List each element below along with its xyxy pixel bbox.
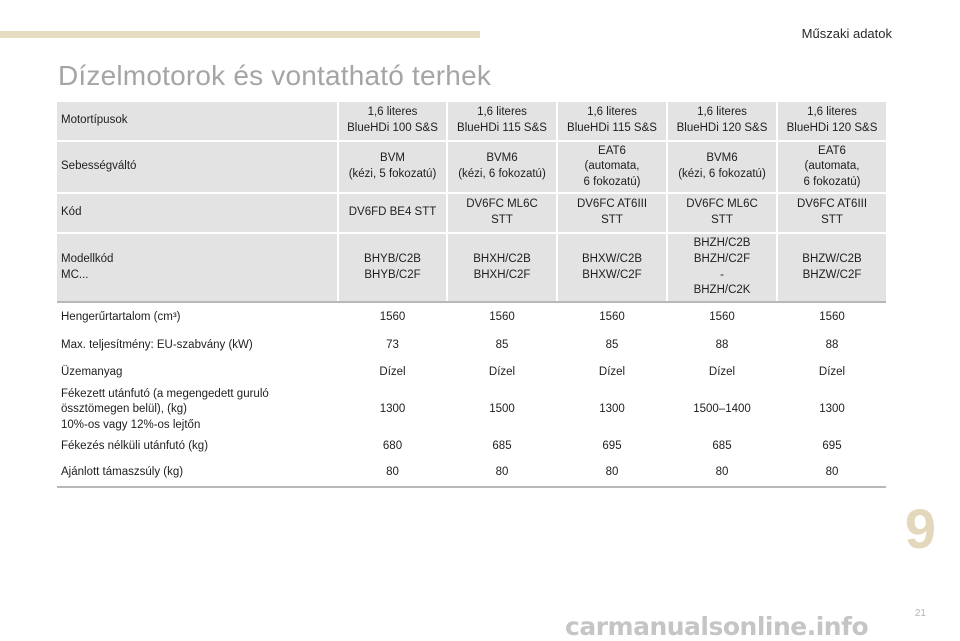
table-cell: 1,6 literes BlueHDi 115 S&S [557, 102, 667, 141]
page-number: 21 [914, 608, 926, 619]
table-cell: BHYB/C2B BHYB/C2F [338, 233, 447, 302]
table-cell: 85 [557, 332, 667, 359]
table-cell: Dízel [557, 359, 667, 386]
table-cell: 1,6 literes BlueHDi 120 S&S [667, 102, 777, 141]
table-cell: 1560 [667, 302, 777, 332]
table-cell: 80 [447, 459, 557, 487]
row-label: Üzemanyag [61, 365, 123, 378]
table-cell: 1560 [447, 302, 557, 332]
row-code [57, 193, 886, 233]
table-cell: 1500–1400 [667, 386, 777, 434]
table-row [57, 332, 886, 359]
table-row [57, 359, 886, 386]
row-label: Hengerűrtartalom (cm³) [61, 310, 181, 323]
table-cell: DV6FC AT6III STT [777, 193, 886, 233]
table-cell: BHXW/C2B BHXW/C2F [557, 233, 667, 302]
table-cell: Dízel [447, 359, 557, 386]
row-label: Modellkód MC... [57, 233, 338, 302]
row-label: Fékezés nélküli utánfutó (kg) [61, 439, 209, 452]
table-cell: 685 [447, 434, 557, 459]
table-cell: BVM6 (kézi, 6 fokozatú) [447, 141, 557, 193]
table-cell: 1,6 literes BlueHDi 115 S&S [447, 102, 557, 141]
row-label: Motortípusok [57, 102, 338, 141]
page-title: Dízelmotorok és vontatható terhek [58, 60, 492, 91]
row-engine-types [57, 102, 886, 141]
row-label: Max. teljesítmény: EU-szabvány (kW) [61, 338, 253, 351]
table-cell: 1300 [338, 386, 447, 434]
table-cell: 1500 [447, 386, 557, 434]
table-cell: DV6FC ML6C STT [667, 193, 777, 233]
watermark: carmanualsonline.info [565, 612, 869, 641]
table-cell: 1300 [557, 386, 667, 434]
table-row [57, 386, 886, 434]
table-cell: BHZH/C2B BHZH/C2F - BHZH/C2K [667, 233, 777, 302]
spec-table [57, 102, 886, 488]
table-cell: 80 [667, 459, 777, 487]
table-cell: EAT6 (automata, 6 fokozatú) [557, 141, 667, 193]
table-cell: 73 [338, 332, 447, 359]
table-cell: BHXH/C2B BHXH/C2F [447, 233, 557, 302]
table-cell: 695 [557, 434, 667, 459]
row-gearbox [57, 141, 886, 193]
table-cell: 1,6 literes BlueHDi 120 S&S [777, 102, 886, 141]
table-cell: 1560 [338, 302, 447, 332]
table-cell: DV6FD BE4 STT [338, 193, 447, 233]
header-accent-bar [0, 31, 480, 38]
chapter-number: 9 [904, 497, 936, 560]
table-row [57, 302, 886, 332]
row-label: Kód [57, 193, 338, 233]
table-cell: Dízel [667, 359, 777, 386]
table-cell: Dízel [338, 359, 447, 386]
row-label: Sebességváltó [57, 141, 338, 193]
table-cell: 680 [338, 434, 447, 459]
table-cell: 88 [777, 332, 886, 359]
table-cell: DV6FC AT6III STT [557, 193, 667, 233]
table-cell: 1560 [557, 302, 667, 332]
table-cell: Dízel [777, 359, 886, 386]
table-cell: 88 [667, 332, 777, 359]
table-cell: BVM (kézi, 5 fokozatú) [338, 141, 447, 193]
table-cell: 80 [338, 459, 447, 487]
table-cell: DV6FC ML6C STT [447, 193, 557, 233]
table-cell: 1300 [777, 386, 886, 434]
row-model-code [57, 233, 886, 302]
table-cell: 695 [777, 434, 886, 459]
table-cell: 80 [557, 459, 667, 487]
row-label: Ajánlott támaszsúly (kg) [57, 459, 338, 487]
row-label: Fékezett utánfutó (a megengedett guruló össztömegen belül), (kg) 10%-os vagy 12%-os lejtőn [61, 387, 269, 431]
section-title: Műszaki adatok [801, 26, 892, 41]
table-cell: EAT6 (automata, 6 fokozatú) [777, 141, 886, 193]
table-cell: 1,6 literes BlueHDi 100 S&S [338, 102, 447, 141]
table-row [57, 459, 886, 487]
table-row [57, 434, 886, 459]
table-cell: 685 [667, 434, 777, 459]
table-cell: 85 [447, 332, 557, 359]
table-cell: BHZW/C2B BHZW/C2F [777, 233, 886, 302]
table-cell: 80 [777, 459, 886, 487]
table-cell: BVM6 (kézi, 6 fokozatú) [667, 141, 777, 193]
table-cell: 1560 [777, 302, 886, 332]
